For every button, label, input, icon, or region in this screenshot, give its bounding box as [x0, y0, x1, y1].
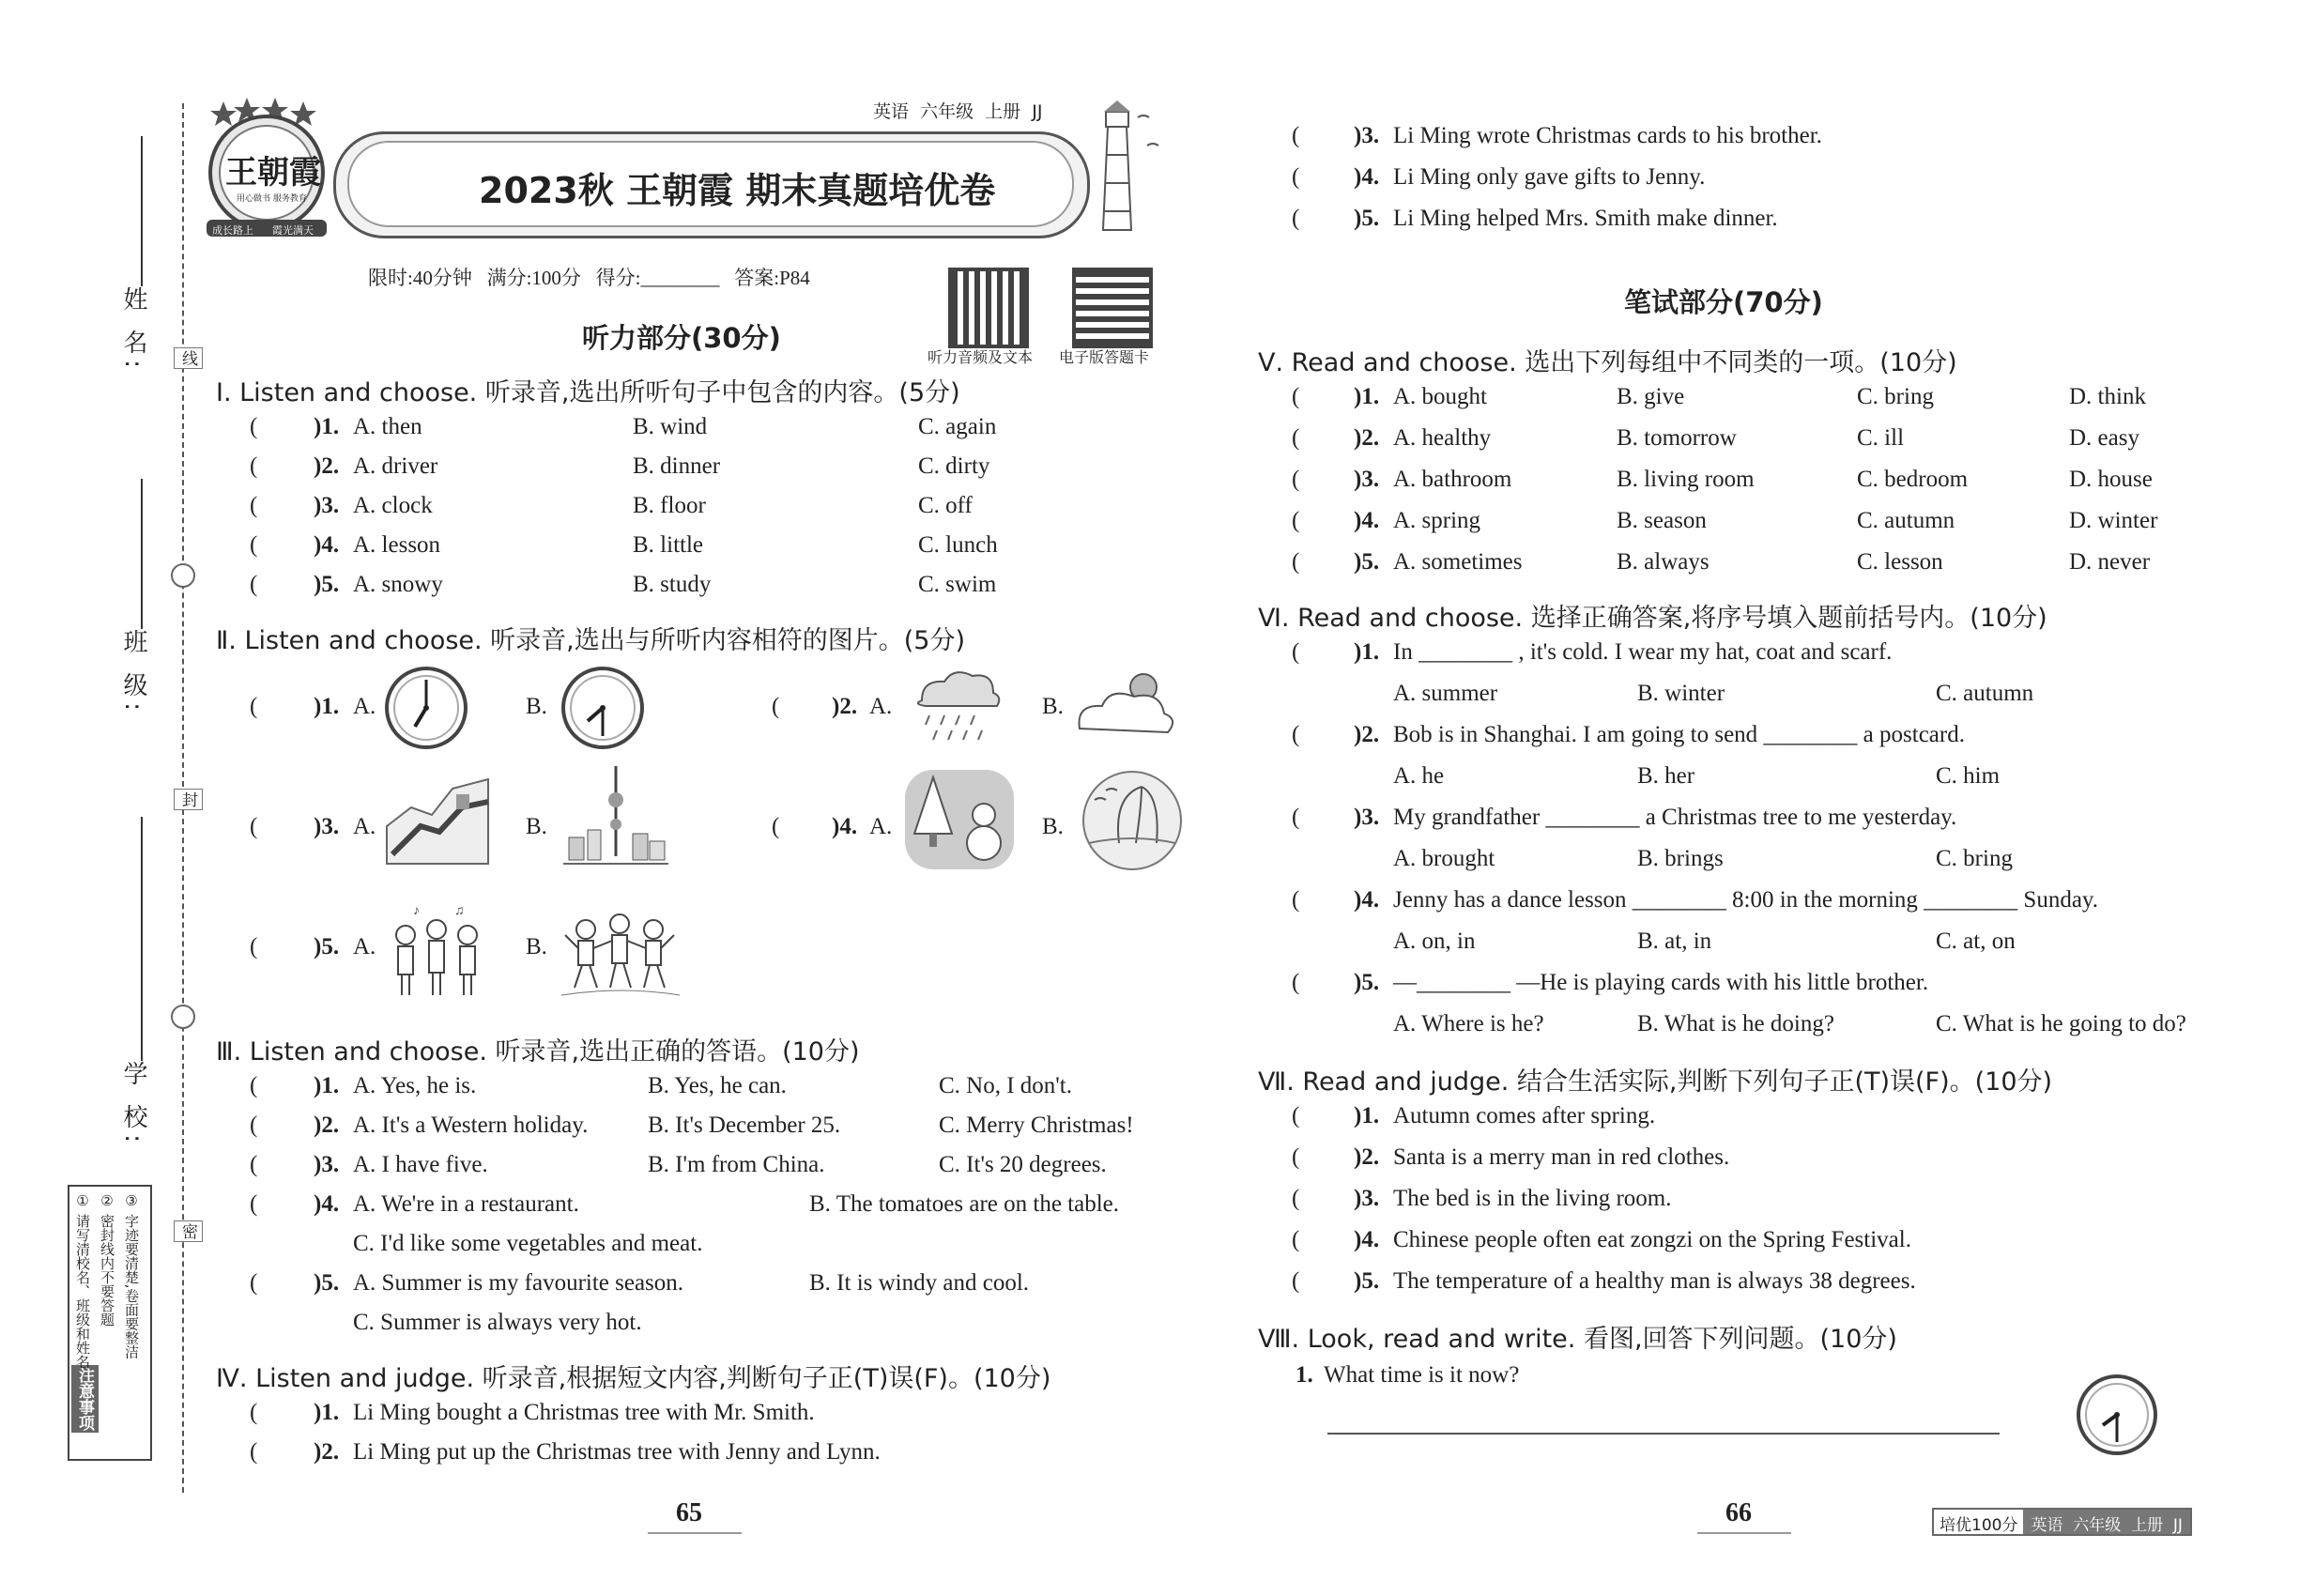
footer-badge-subject: 英语 六年级 上册 JJ	[2023, 1510, 2189, 1534]
clock-seven-icon	[383, 665, 469, 756]
s2-q1-number: )1.	[314, 694, 340, 719]
answer-paren[interactable]: (	[1292, 887, 1300, 913]
header-meta: 英语 六年级 上册 JJ	[873, 101, 1043, 122]
option-c: C. lunch	[918, 532, 998, 558]
option-a: A. lesson	[353, 532, 441, 558]
s2-q4-b-label: B.	[1042, 814, 1064, 839]
question-number: )1.	[1354, 1103, 1380, 1128]
s2-q2-paren[interactable]: (	[772, 694, 780, 719]
statement-text: Li Ming wrote Christmas cards to his brother.	[1393, 123, 1822, 148]
s4-q5	[1292, 205, 2231, 233]
s5-q5	[1292, 548, 2231, 576]
question-number: )3.	[1354, 123, 1380, 148]
question-number: )4.	[314, 532, 340, 558]
rain-cloud-icon	[903, 663, 1006, 752]
answer-paren[interactable]: (	[1292, 722, 1300, 747]
question-number: )4.	[1354, 508, 1380, 533]
s7-q1	[1292, 1102, 2231, 1130]
option-a: A. spring	[1393, 508, 1481, 533]
answer-paren[interactable]: (	[1292, 970, 1300, 995]
s2-q4-number: )4.	[832, 814, 858, 839]
qr-label-answer-sheet: 电子版答题卡	[1059, 348, 1150, 366]
footer-badge	[1932, 1508, 2192, 1536]
option-c: C. Summer is always very hot.	[353, 1310, 642, 1335]
answer-paren[interactable]: (	[250, 532, 258, 558]
answer-paren[interactable]: (	[250, 1113, 258, 1138]
s2-q4-a-label: A.	[869, 814, 893, 839]
option-b: B. It's December 25.	[648, 1113, 841, 1138]
children-singing-picture	[385, 901, 488, 1009]
option-b: B. Yes, he can.	[648, 1073, 787, 1098]
exam-info: 限时:40分钟 满分:100分 得分:________ 答案:P84	[368, 267, 810, 289]
clock-icon-question	[2075, 1373, 2159, 1462]
page-number-right-flourish	[1697, 1532, 1791, 1534]
option-a: A. on, in	[1393, 928, 1476, 954]
s3-q3	[246, 1151, 1175, 1179]
name-label: 姓 名:	[119, 286, 147, 375]
s2-q5-a-label: A.	[353, 934, 376, 959]
logo-sub-1: 用心做书 服务教育	[237, 194, 307, 204]
section-7-title: Ⅶ. Read and judge. 结合生活实际,判断下列句子正(T)误(F)。(10分)	[1258, 1067, 2053, 1097]
s3-q1	[246, 1072, 1175, 1100]
option-c: C. off	[918, 493, 973, 518]
option-a: A. Summer is my favourite season.	[353, 1270, 684, 1296]
lighthouse-icon	[1080, 99, 1164, 244]
s2-q5-b-label: B.	[526, 934, 547, 959]
section-2-title: Ⅱ. Listen and choose. 听录音,选出与所听内容相符的图片。(5分)	[216, 626, 966, 655]
statement-text: The bed is in the living room.	[1393, 1186, 1672, 1211]
qr-code-audio[interactable]	[948, 268, 1029, 348]
answer-paren[interactable]: (	[1292, 805, 1300, 830]
option-c: C. ill	[1857, 425, 1905, 451]
option-a: A. clock	[353, 493, 433, 518]
question-number: )3.	[1354, 467, 1380, 492]
s7-q3	[1292, 1185, 2231, 1213]
s5-q1	[1292, 383, 2231, 411]
answer-paren[interactable]: (	[250, 1270, 258, 1296]
option-b: B. wind	[633, 414, 708, 439]
section-8-title: Ⅷ. Look, read and write. 看图,回答下列问题。(10分)	[1258, 1325, 1897, 1354]
s2-q3-a-label: A.	[353, 814, 376, 839]
s4-q4	[1292, 163, 2231, 192]
option-b: B. I'm from China.	[648, 1152, 825, 1177]
question-text: Bob is in Shanghai. I am going to send ________ a postcard.	[1393, 722, 1965, 747]
s1-q2	[246, 453, 1091, 481]
question-text: Jenny has a dance lesson ________ 8:00 in the morning ________ Sunday.	[1393, 887, 2099, 913]
s3-q5	[246, 1269, 1175, 1337]
option-b: B. living room	[1617, 467, 1755, 492]
s4-q3	[1292, 122, 2231, 150]
question-number: )5.	[1354, 549, 1380, 575]
children-dancing-picture	[560, 901, 682, 1009]
option-a: A. then	[353, 414, 422, 439]
statement-text: Santa is a merry man in red clothes.	[1393, 1144, 1730, 1170]
option-a: A. Yes, he is.	[353, 1073, 477, 1098]
answer-paren[interactable]: (	[1292, 508, 1300, 533]
s1-q4	[246, 531, 1091, 560]
question-number: )5.	[1354, 970, 1380, 995]
option-c: C. again	[918, 414, 997, 439]
s2-q3-number: )3.	[314, 814, 340, 839]
question-text: What time is it now?	[1324, 1362, 1520, 1388]
question-number: )1.	[314, 1400, 340, 1425]
option-c: C. bedroom	[1857, 467, 1969, 492]
option-a: A. driver	[353, 453, 438, 479]
notes-line-2: ② 密封线内不要答题	[99, 1192, 115, 1327]
option-b: B. give	[1617, 384, 1685, 409]
section-3-title: Ⅲ. Listen and choose. 听录音,选出正确的答语。(10分)	[216, 1037, 860, 1067]
section-6-title: Ⅵ. Read and choose. 选择正确答案,将序号填入题前括号内。(10分)	[1258, 604, 2047, 633]
binding-hole-2	[171, 1005, 195, 1029]
option-b: B. What is he doing?	[1637, 1011, 1834, 1036]
s2-q4-paren[interactable]: (	[772, 814, 780, 839]
written-section-title: 笔试部分(70分)	[1624, 286, 1823, 318]
option-c: C. him	[1936, 763, 2001, 789]
answer-paren[interactable]: (	[1292, 1268, 1300, 1294]
answer-paren[interactable]: (	[250, 1073, 258, 1098]
answer-paren[interactable]: (	[250, 1400, 258, 1425]
s2-q1-a-label: A.	[353, 694, 376, 719]
s2-q5-number: )5.	[314, 934, 340, 959]
sun-cloud-icon	[1070, 663, 1183, 752]
answer-line[interactable]	[1327, 1433, 2000, 1435]
section-4-title: Ⅳ. Listen and judge. 听录音,根据短文内容,判断句子正(T)误(F)。(10分)	[216, 1364, 1051, 1393]
question-number: )1.	[314, 414, 340, 439]
question-number: )4.	[1354, 1227, 1380, 1252]
s3-q2	[246, 1112, 1175, 1140]
question-number: )4.	[1354, 887, 1380, 913]
option-c: C. dirty	[918, 453, 990, 479]
option-a: A. bought	[1393, 384, 1487, 409]
svg-text:♪: ♪	[413, 904, 420, 918]
s8-q1	[1296, 1361, 1953, 1389]
option-b: B. tomorrow	[1617, 425, 1737, 451]
s5-q4	[1292, 507, 2231, 535]
answer-paren[interactable]: (	[250, 1439, 258, 1465]
class-label: 班 级:	[119, 629, 147, 717]
option-c: C. autumn	[1936, 681, 2034, 706]
s6-q3	[1292, 804, 2231, 873]
s3-q4	[246, 1190, 1175, 1258]
s4-q2	[246, 1438, 1175, 1466]
answer-paren[interactable]: (	[1292, 425, 1300, 451]
question-number: )3.	[1354, 805, 1380, 830]
question-text: In ________ , it's cold. I wear my hat, coat and scarf.	[1393, 639, 1893, 665]
question-number: )3.	[314, 1152, 340, 1177]
s2-q2-number: )2.	[832, 694, 858, 719]
class-underline	[141, 479, 143, 629]
notes-box	[68, 1185, 152, 1461]
statement-text: Chinese people often eat zongzi on the Spring Festival.	[1393, 1227, 1911, 1252]
question-number: )2.	[1354, 1144, 1380, 1170]
option-c: C. Merry Christmas!	[939, 1113, 1134, 1138]
s1-q1	[246, 413, 1091, 441]
question-number: )1.	[1354, 384, 1380, 409]
school-underline	[141, 817, 143, 1061]
option-d: D. never	[2069, 549, 2151, 575]
s2-q3-b-label: B.	[526, 814, 547, 839]
school-label: 学 校:	[119, 1061, 147, 1149]
s2-q2-a-label: A.	[869, 694, 893, 719]
question-number: )5.	[314, 1270, 340, 1296]
option-d: D. think	[2069, 384, 2146, 409]
s1-q3	[246, 492, 1091, 520]
option-c: C. at, on	[1936, 928, 2016, 954]
notes-heading: 注意事项	[71, 1365, 99, 1433]
question-number: )5.	[314, 572, 340, 597]
option-d: D. easy	[2069, 425, 2139, 451]
question-number: 1.	[1296, 1362, 1313, 1388]
answer-paren[interactable]: (	[1292, 639, 1300, 665]
option-b: B. The tomatoes are on the table.	[809, 1191, 1119, 1217]
clock-icon-b	[560, 665, 646, 756]
page-title: 2023秋 王朝霞 期末真题培优卷	[479, 170, 996, 211]
s2-q1-b-label: B.	[526, 694, 547, 719]
option-a: A. brought	[1393, 846, 1495, 871]
option-b: B. at, in	[1637, 928, 1712, 954]
s2-q2-b-label: B.	[1042, 694, 1064, 719]
answer-paren[interactable]: (	[1292, 1227, 1300, 1252]
tv-tower-picture	[560, 762, 672, 880]
logo-text: 王朝霞	[225, 154, 321, 192]
spring-willow-picture	[1076, 768, 1188, 876]
cut-mark-secret: 密	[174, 1220, 203, 1242]
answer-paren[interactable]: (	[1292, 206, 1300, 231]
option-b: B. little	[633, 532, 703, 558]
option-c: C. It's 20 degrees.	[939, 1152, 1107, 1177]
s6-q1	[1292, 638, 2231, 708]
binding-hole-1	[171, 563, 195, 588]
s7-q2	[1292, 1143, 2231, 1172]
option-a: A. We're in a restaurant.	[353, 1191, 579, 1217]
option-c: C. I'd like some vegetables and meat.	[353, 1231, 703, 1256]
s2-q3-paren[interactable]: (	[250, 814, 258, 839]
question-number: )3.	[314, 493, 340, 518]
statement-text: Autumn comes after spring.	[1393, 1103, 1656, 1128]
option-c: C. What is he going to do?	[1936, 1011, 2186, 1036]
answer-paren[interactable]: (	[1292, 1186, 1300, 1211]
option-b: B. her	[1637, 763, 1695, 789]
svg-text:♫: ♫	[454, 904, 465, 918]
s7-q5	[1292, 1267, 2231, 1296]
answer-paren[interactable]: (	[250, 1152, 258, 1177]
option-b: B. floor	[633, 493, 706, 518]
option-c: C. lesson	[1857, 549, 1943, 575]
cut-mark-line: 线	[174, 347, 203, 369]
answer-paren[interactable]: (	[250, 453, 258, 479]
option-a: A. sometimes	[1393, 549, 1523, 575]
great-wall-picture	[383, 770, 496, 878]
question-number: )2.	[314, 453, 340, 479]
s5-q2	[1292, 424, 2231, 453]
page-number-left-flourish	[648, 1532, 742, 1534]
answer-paren[interactable]: (	[1292, 467, 1300, 492]
s6-q4	[1292, 886, 2231, 956]
statement-text: Li Ming helped Mrs. Smith make dinner.	[1393, 206, 1778, 231]
s6-q2	[1292, 721, 2231, 790]
answer-paren[interactable]: (	[1292, 1103, 1300, 1128]
question-number: )5.	[1354, 206, 1380, 231]
option-c: C. autumn	[1857, 508, 1955, 533]
option-a: A. healthy	[1393, 425, 1492, 451]
question-number: )1.	[314, 1073, 340, 1098]
logo-sub-3: 霞光满天	[272, 224, 314, 237]
question-text: My grandfather ________ a Christmas tree to me yesterday.	[1393, 805, 1957, 830]
option-b: B. winter	[1637, 681, 1725, 706]
notes-line-1: ① 请写清校名、班级和姓名	[74, 1192, 91, 1369]
s6-q5	[1292, 969, 2231, 1038]
option-d: D. winter	[2069, 508, 2158, 533]
notes-line-3: ③ 字迹要清楚,卷面要整洁	[123, 1192, 140, 1359]
option-a: A. I have five.	[353, 1152, 488, 1177]
question-number: )2.	[1354, 722, 1380, 747]
question-number: )4.	[314, 1191, 340, 1217]
answer-paren[interactable]: (	[1292, 549, 1300, 575]
s2-q5-paren[interactable]: (	[250, 934, 258, 959]
option-b: B. study	[633, 572, 712, 597]
question-number: )5.	[1354, 1268, 1380, 1294]
s5-q3	[1292, 466, 2231, 494]
option-d: D. house	[2069, 467, 2153, 492]
logo-badge	[201, 98, 332, 237]
cut-mark-seal: 封	[174, 789, 203, 810]
winter-snowman-picture	[903, 768, 1016, 876]
s2-q1-paren[interactable]: (	[250, 694, 258, 719]
question-number: )1.	[1354, 639, 1380, 665]
option-c: C. bring	[1857, 384, 1934, 409]
option-a: A. bathroom	[1393, 467, 1512, 492]
answer-paren[interactable]: (	[1292, 384, 1300, 409]
s4-q1	[246, 1399, 1175, 1427]
qr-label-audio: 听力音频及文本	[928, 348, 1034, 366]
option-c: C. bring	[1936, 846, 2013, 871]
answer-paren[interactable]: (	[1292, 164, 1300, 190]
section-5-title: Ⅴ. Read and choose. 选出下列每组中不同类的一项。(10分)	[1258, 348, 1957, 377]
logo-sub-2: 成长路上	[212, 224, 253, 237]
answer-paren[interactable]: (	[250, 572, 258, 597]
name-underline	[141, 136, 143, 286]
option-b: B. season	[1617, 508, 1707, 533]
option-b: B. dinner	[633, 453, 721, 479]
s7-q4	[1292, 1226, 2231, 1254]
answer-paren[interactable]: (	[1292, 1144, 1300, 1170]
listening-section-title: 听力部分(30分)	[582, 322, 781, 354]
question-number: )4.	[1354, 164, 1380, 190]
section-1-title: Ⅰ. Listen and choose. 听录音,选出所听句子中包含的内容。(5分)	[216, 378, 960, 407]
statement-text: Li Ming put up the Christmas tree with Jenny and Lynn.	[353, 1439, 881, 1465]
question-number: )2.	[314, 1113, 340, 1138]
qr-code-answer-sheet[interactable]	[1072, 268, 1153, 348]
statement-text: The temperature of a healthy man is always 38 degrees.	[1393, 1268, 1916, 1294]
answer-paren[interactable]: (	[250, 493, 258, 518]
answer-paren[interactable]: (	[250, 1191, 258, 1217]
question-number: )2.	[1354, 425, 1380, 451]
option-a: A. Where is he?	[1393, 1011, 1544, 1036]
question-text: —________ —He is playing cards with his little brother.	[1393, 970, 1929, 995]
footer-badge-brand: 培优100分	[1934, 1510, 2023, 1534]
answer-paren[interactable]: (	[250, 414, 258, 439]
option-b: B. brings	[1637, 846, 1724, 871]
question-number: )3.	[1354, 1186, 1380, 1211]
statement-text: Li Ming bought a Christmas tree with Mr. Smith.	[353, 1400, 815, 1425]
option-b: B. always	[1617, 549, 1710, 575]
option-a: A. snowy	[353, 572, 443, 597]
option-c: C. No, I don't.	[939, 1073, 1073, 1098]
s1-q5	[246, 571, 1091, 599]
page-number-right: 66	[1725, 1498, 1752, 1527]
option-c: C. swim	[918, 572, 997, 597]
answer-paren[interactable]: (	[1292, 123, 1300, 148]
question-number: )2.	[314, 1439, 340, 1465]
page-number-left: 65	[676, 1498, 702, 1527]
statement-text: Li Ming only gave gifts to Jenny.	[1393, 164, 1706, 190]
option-b: B. It is windy and cool.	[809, 1270, 1030, 1296]
option-a: A. It's a Western holiday.	[353, 1113, 589, 1138]
option-a: A. summer	[1393, 681, 1498, 706]
option-a: A. he	[1393, 763, 1445, 789]
